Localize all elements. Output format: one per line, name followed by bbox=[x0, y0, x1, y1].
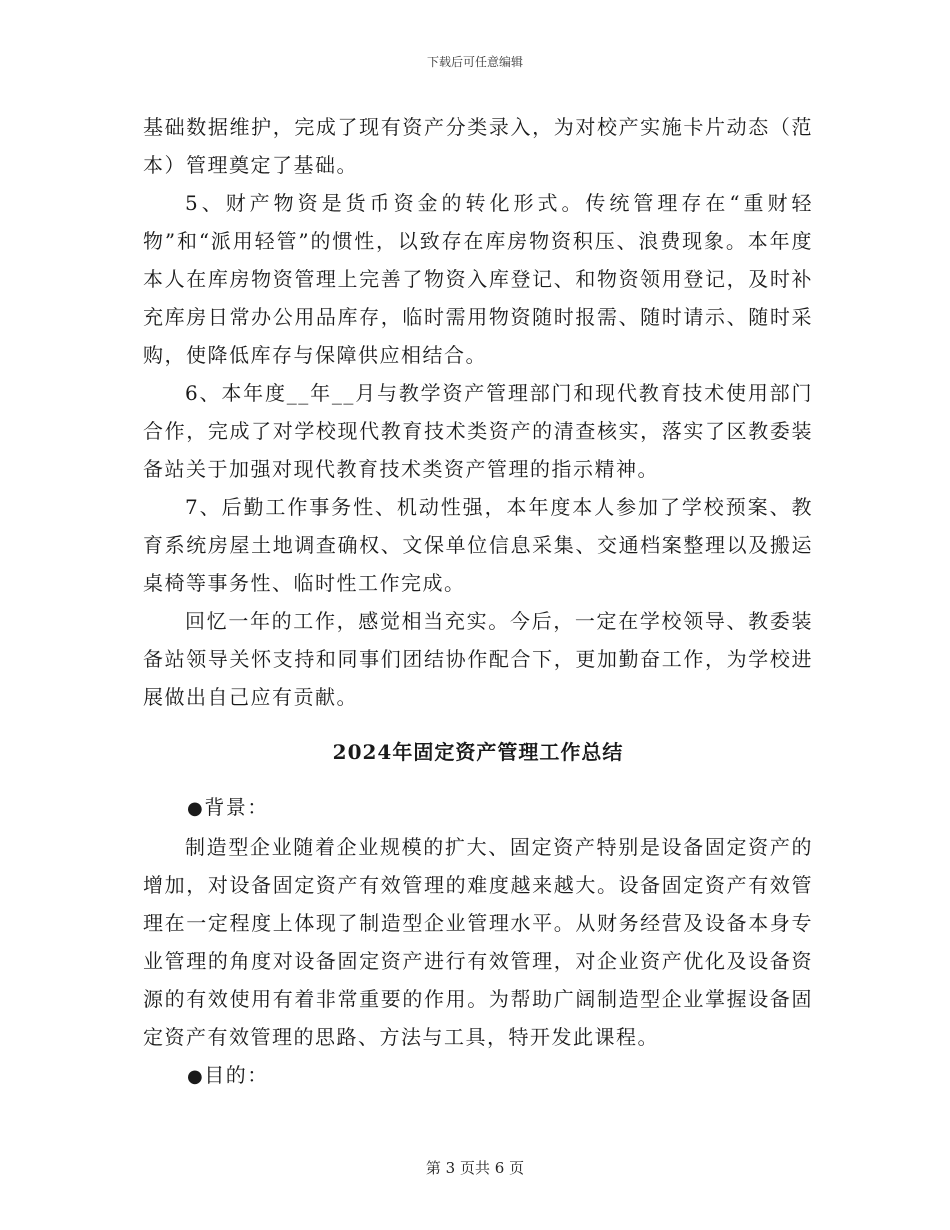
section-title: 2024年固定资产管理工作总结 bbox=[332, 740, 624, 764]
page-footer: 第 3 页共 6 页 bbox=[425, 1159, 525, 1177]
purpose-heading bbox=[143, 1056, 813, 1096]
bullet-icon: ● bbox=[187, 798, 205, 819]
paragraph-item-7: 7、后勤工作事务性、机动性强，本年度本人参加了学校预案、教育系统房屋土地调查确权、文保单位信息采集、交通档案整理以及搬运桌椅等事务性、临时性工作完成。 bbox=[143, 495, 813, 595]
document-body bbox=[143, 108, 813, 1096]
purpose-heading-label: 目的： bbox=[204, 1063, 269, 1087]
bullet-icon: ● bbox=[187, 1066, 205, 1087]
paragraph-review: 回忆一年的工作，感觉相当充实。今后，一定在学校领导、教委装备站领导关怀支持和同事们团结协作配合下，更加勤奋工作，为学校进展做出自己应有贡献。 bbox=[143, 609, 813, 709]
paragraph-item-5: 5、财产物资是货币资金的转化形式。传统管理存在“重财轻物”和“派用轻管”的惯性，以致存在库房物资积压、浪费现象。本年度本人在库房物资管理上完善了物资入库登记、和物资领用登记，及时补充库房日常办公用品库存，临时需用物资随时报需、随时请示、随时采购，使降低库存与保障供应相结合。 bbox=[143, 191, 813, 367]
paragraph-item-6: 6、本年度__年__月与教学资产管理部门和现代教育技术使用部门合作，完成了对学校现代教育技术类资产的清查核实，落实了区教委装备站关于加强对现代教育技术类资产管理的指示精神。 bbox=[143, 381, 813, 481]
paragraph-continuation: 基础数据维护，完成了现有资产分类录入，为对校产实施卡片动态（范本）管理奠定了基础。 bbox=[143, 115, 813, 177]
background-heading-label: 背景： bbox=[204, 795, 269, 819]
background-paragraph: 制造型企业随着企业规模的扩大、固定资产特别是设备固定资产的增加，对设备固定资产有效管理的难度越来越大。设备固定资产有效管理在一定程度上体现了制造型企业管理水平。从财务经营及设备本身专业管理的角度对设备固定资产进行有效管理，对企业资产优化及设备资源的有效使用有着非常重要的作用。为帮助广阔制造型企业掌握设备固定资产有效管理的思路、方法与工具，特开发此课程。 bbox=[143, 835, 813, 1049]
page-header: 下载后可任意编辑 bbox=[426, 55, 523, 69]
background-heading bbox=[143, 788, 813, 828]
